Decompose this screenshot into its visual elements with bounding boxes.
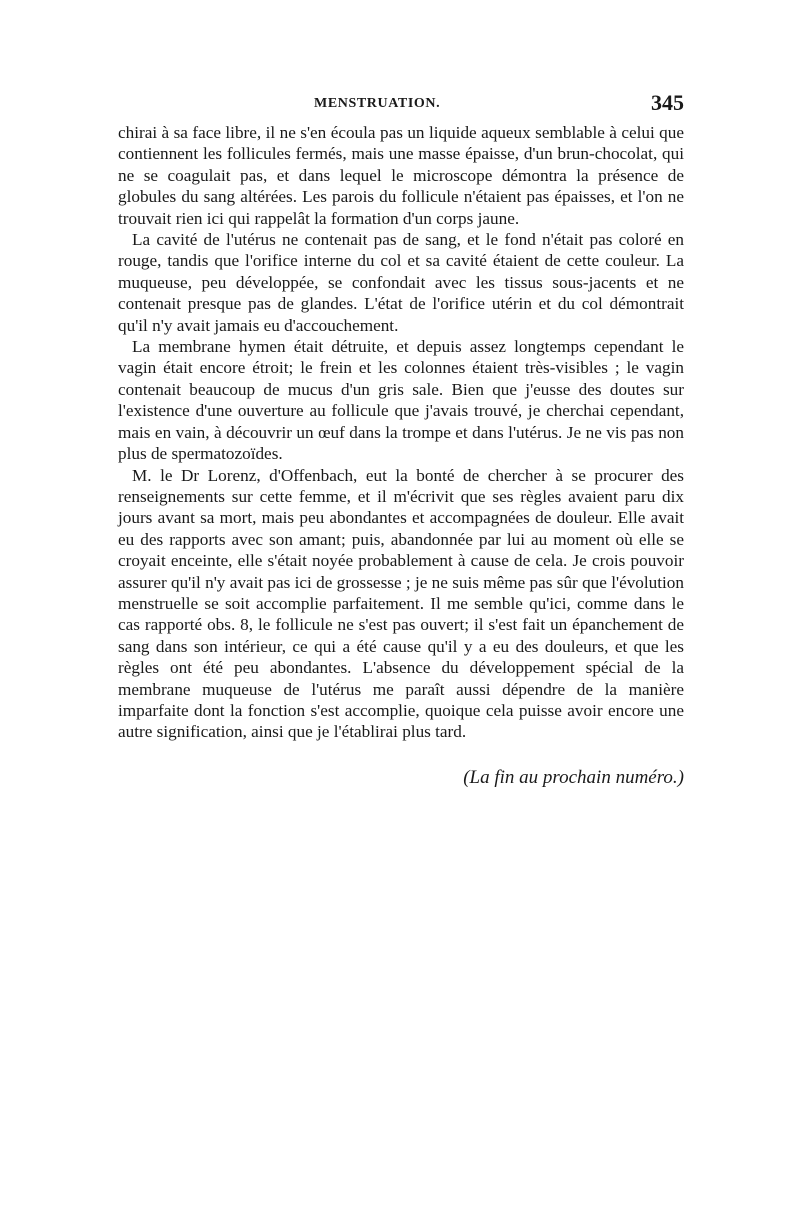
closing-note: (La fin au prochain numéro.): [463, 766, 684, 788]
paragraph-hymen: La membrane hymen était détruite, et depuis assez longtemps cependant le vagin était encore étroit; le frein et les colonnes étaient très-visibles ; le vagin contenait beaucoup de mucus d'un gris sale. Bien que j'eusse des doutes sur l'existence d'une ouverture au follicule que j'avais trouvé, je cherchai cependant, mais en vain, à découvrir un œuf dans la trompe et dans l'utérus. Je ne vis pas non plus de spermatozoïdes.: [118, 337, 684, 464]
page-number: 345: [651, 90, 684, 115]
running-head: MENSTRUATION.: [314, 96, 441, 111]
paragraph-continuation: chirai à sa face libre, il ne s'en écoula pas un liquide aqueux semblable à celui que contiennent les follicules fermés, mais une masse épaisse, d'un brun-chocolat, qui ne se coagulait pas, et dans lequel le microscope démontra la présence de globules du sang altérées. Les parois du follicule n'étaient pas épaisses, et l'on ne trouvait rien ici qui rappelât la formation d'un corps jaune.: [118, 123, 684, 228]
body-text: [118, 122, 684, 743]
book-page: [118, 90, 684, 789]
page-header: [118, 90, 684, 122]
paragraph-uterus: La cavité de l'utérus ne contenait pas de sang, et le fond n'était pas coloré en rouge, tandis que l'orifice interne du col et sa cavité étaient de cette couleur. La muqueuse, peu développée, se confondait avec les tissus sous-jacents et ne contenait presque pas de glandes. L'état de l'orifice utérin et du col démontrait qu'il n'y avait jamais eu d'accouchement.: [118, 230, 684, 335]
paragraph-lorenz: M. le Dr Lorenz, d'Offenbach, eut la bonté de chercher à se procurer des renseignements sur cette femme, et il m'écrivit que ses règles avaient paru dix jours avant sa mort, mais peu abondantes et accompagnées de douleur. Elle avait eu des rapports avec son amant; puis, abandonnée par lui au moment où elle se croyait enceinte, elle s'était noyée probablement à cause de cela. Je crois pouvoir assurer qu'il n'y avait pas ici de grossesse ; je ne suis même pas sûr que l'évolution menstruelle se soit accomplie parfaitement. Il me semble qu'ici, comme dans le cas rapporté obs. 8, le follicule ne s'est pas ouvert; il s'est fait un épanchement de sang dans son intérieur, ce qui a été cause qu'il y a eu des douleurs, et que les règles ont été peu abondantes. L'absence du développement spécial de la membrane muqueuse de l'utérus me paraît aussi dépendre de la manière imparfaite dont la fonction s'est accomplie, quoique cela puisse avoir encore une autre signification, ainsi que je l'établirai plus tard.: [118, 465, 684, 742]
